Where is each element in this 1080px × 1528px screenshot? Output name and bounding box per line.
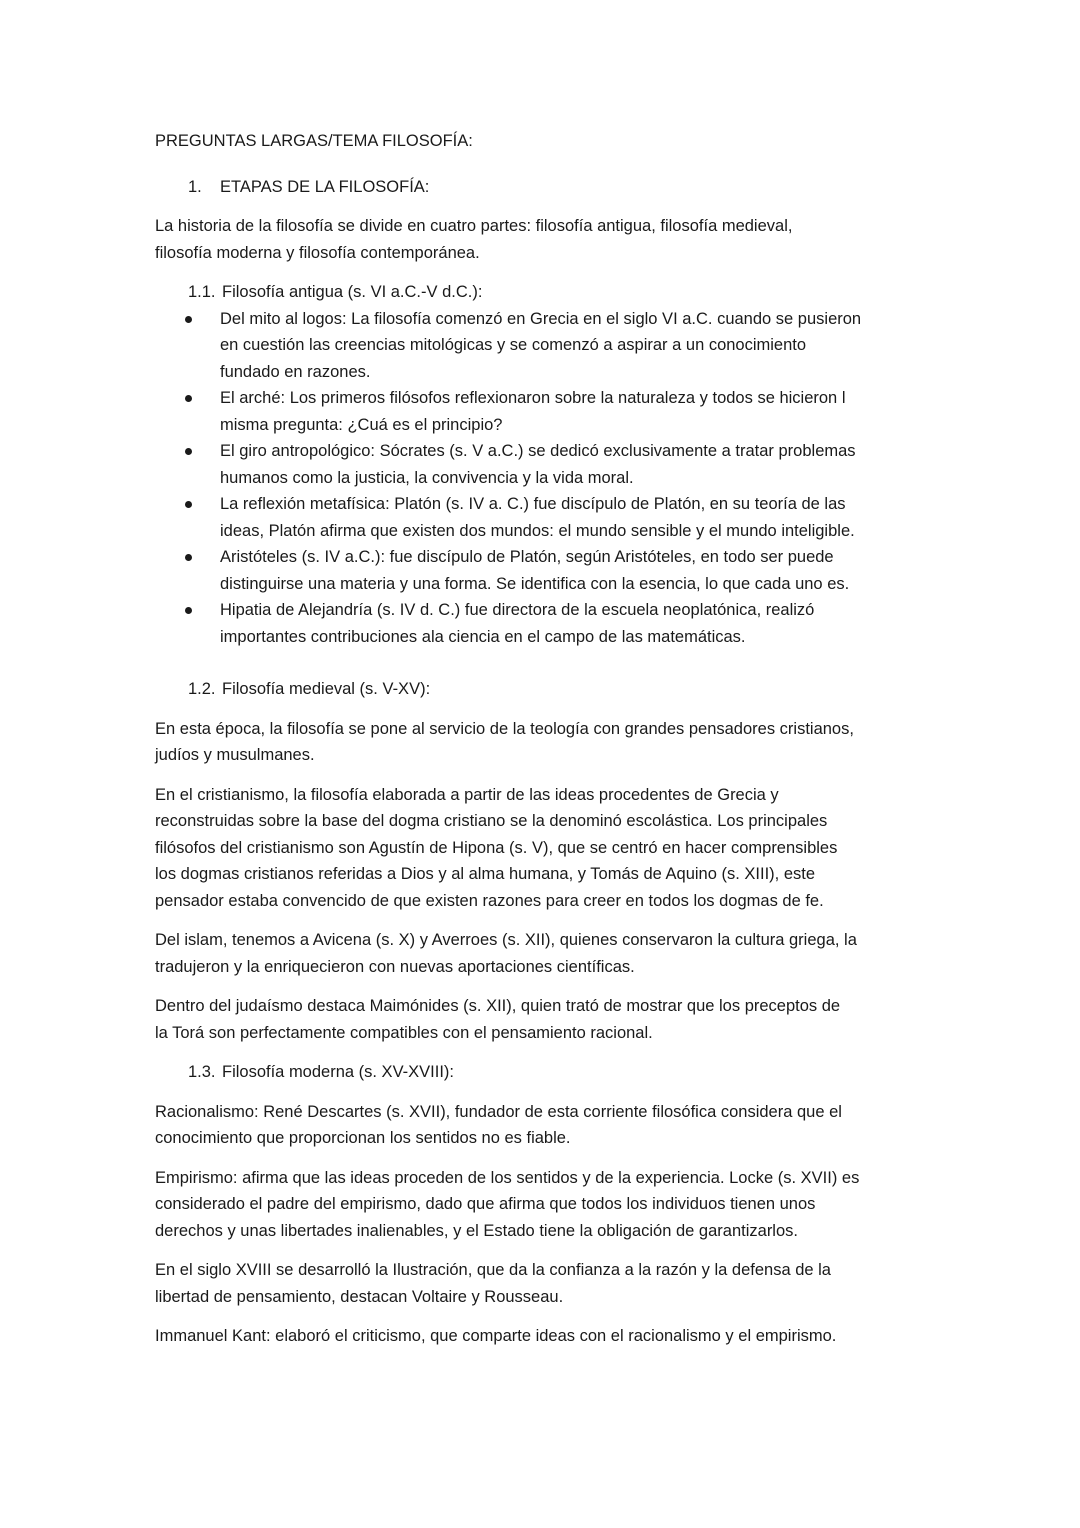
text-line: Empirismo: afirma que las ideas proceden de los sentidos y de la experiencia. Locke (s. XVII) es bbox=[155, 1168, 860, 1187]
text-line: humanos como la justicia, la convivencia y la vida moral. bbox=[220, 468, 634, 487]
subsection-heading-text: Filosofía medieval (s. V-XV): bbox=[222, 680, 431, 698]
subsection-heading-moderna bbox=[155, 1059, 935, 1086]
document-page bbox=[155, 128, 935, 1363]
paragraph bbox=[155, 927, 935, 980]
text-line: Aristóteles (s. IV a.C.): fue discípulo de Platón, según Aristóteles, en todo ser puede bbox=[220, 548, 834, 566]
document-title: PREGUNTAS LARGAS/TEMA FILOSOFÍA: bbox=[155, 132, 473, 150]
text-line: Hipatia de Alejandría (s. IV d. C.) fue directora de la escuela neoplatónica, realizó bbox=[220, 601, 815, 619]
text-line: La reflexión metafísica: Platón (s. IV a. C.) fue discípulo de Platón, en su teoría de las bbox=[220, 495, 846, 513]
subsection-heading-text: Filosofía moderna (s. XV-XVIII): bbox=[222, 1063, 454, 1081]
intro-paragraph bbox=[155, 213, 935, 266]
text-line: fundado en razones. bbox=[220, 362, 371, 381]
paragraph bbox=[155, 716, 935, 769]
text-line: En el cristianismo, la filosofía elaborada a partir de las ideas procedentes de Grecia y bbox=[155, 785, 779, 804]
text-line: Immanuel Kant: elaboró el criticismo, que comparte ideas con el racionalismo y el empirismo. bbox=[155, 1327, 837, 1345]
list-item bbox=[155, 544, 935, 597]
text-line: filósofos del cristianismo son Agustín de Hipona (s. V), que se centró en hacer comprensibles bbox=[155, 838, 838, 857]
subsection-number: 1.3. bbox=[188, 1063, 216, 1081]
text-line: en cuestión las creencias mitológicas y se comenzó a aspirar a un conocimiento bbox=[220, 336, 807, 354]
paragraph bbox=[155, 1257, 935, 1310]
text-line: El arché: Los primeros filósofos reflexionaron sobre la naturaleza y todos se hicieron l bbox=[220, 389, 846, 407]
list-item bbox=[155, 306, 935, 386]
text-line: La historia de la filosofía se divide en cuatro partes: filosofía antigua, filosofía medieval, bbox=[155, 217, 793, 235]
text-line: ideas, Platón afirma que existen dos mundos: el mundo sensible y el mundo inteligible. bbox=[220, 521, 855, 540]
text-line: pensador estaba convencido de que existen razones para creer en todos los dogmas de fe. bbox=[155, 891, 824, 910]
text-line: considerado el padre del empirismo, dado que afirma que todos los individuos tienen unos bbox=[155, 1195, 816, 1213]
bullet-icon bbox=[185, 607, 192, 614]
text-line: El giro antropológico: Sócrates (s. V a.C.) se dedicó exclusivamente a tratar problemas bbox=[220, 442, 856, 460]
text-line: libertad de pensamiento, destacan Voltaire y Rousseau. bbox=[155, 1287, 564, 1306]
text-line: los dogmas cristianos referidas a Dios y al alma humana, y Tomás de Aquino (s. XIII), este bbox=[155, 865, 815, 883]
paragraph bbox=[155, 1323, 935, 1350]
list-item bbox=[155, 385, 935, 438]
text-line: importantes contribuciones ala ciencia en el campo de las matemáticas. bbox=[220, 627, 746, 646]
text-line: Dentro del judaísmo destaca Maimónides (s. XII), quien trató de mostrar que los preceptos de bbox=[155, 997, 841, 1015]
subsection-number: 1.2. bbox=[188, 680, 216, 698]
text-line: la Torá son perfectamente compatibles con el pensamiento racional. bbox=[155, 1023, 653, 1042]
text-line: En esta época, la filosofía se pone al servicio de la teología con grandes pensadores cristianos, bbox=[155, 719, 854, 738]
bullet-icon bbox=[185, 316, 192, 323]
text-line: tradujeron y la enriquecieron con nuevas aportaciones científicas. bbox=[155, 957, 635, 976]
text-line: Del islam, tenemos a Avicena (s. X) y Averroes (s. XII), quienes conservaron la cultura griega, la bbox=[155, 931, 857, 949]
paragraph bbox=[155, 1165, 935, 1245]
paragraph bbox=[155, 993, 935, 1046]
paragraph bbox=[155, 1099, 935, 1152]
list-item bbox=[155, 438, 935, 491]
text-line: conocimiento que proporcionan los sentidos no es fiable. bbox=[155, 1129, 571, 1147]
text-line: En el siglo XVIII se desarrolló la Ilustración, que da la confianza a la razón y la defensa de la bbox=[155, 1261, 831, 1279]
text-line: misma pregunta: ¿Cuá es el principio? bbox=[220, 415, 503, 434]
text-line: filosofía moderna y filosofía contemporánea. bbox=[155, 243, 480, 262]
text-line: Racionalismo: René Descartes (s. XVII), fundador de esta corriente filosófica considera que el bbox=[155, 1102, 842, 1121]
section-heading-etapas bbox=[155, 174, 935, 201]
section-heading-text: ETAPAS DE LA FILOSOFÍA: bbox=[220, 177, 430, 196]
subsection-heading-antigua bbox=[155, 279, 935, 306]
list-item bbox=[155, 597, 935, 650]
bullet-icon bbox=[185, 501, 192, 508]
subsection-heading-text: Filosofía antigua (s. VI a.C.-V d.C.): bbox=[222, 283, 483, 301]
text-line: reconstruidas sobre la base del dogma cristiano se la denominó escolástica. Los principales bbox=[155, 812, 828, 830]
bullet-icon bbox=[185, 554, 192, 561]
section-number: 1. bbox=[188, 177, 202, 196]
paragraph bbox=[155, 782, 935, 915]
bullet-icon bbox=[185, 448, 192, 455]
text-line: Del mito al logos: La filosofía comenzó en Grecia en el siglo VI a.C. cuando se pusieron bbox=[220, 309, 862, 328]
subsection-heading-medieval bbox=[155, 676, 935, 703]
text-line: derechos y unas libertades inalienables, y el Estado tiene la obligación de garantizarlos. bbox=[155, 1221, 798, 1240]
text-line: judíos y musulmanes. bbox=[155, 746, 315, 764]
bullet-icon bbox=[185, 395, 192, 402]
text-line: distinguirse una materia y una forma. Se identifica con la esencia, lo que cada uno es. bbox=[220, 574, 850, 593]
list-item bbox=[155, 491, 935, 544]
bullet-list-antigua bbox=[155, 306, 935, 651]
subsection-number: 1.1. bbox=[188, 283, 216, 301]
